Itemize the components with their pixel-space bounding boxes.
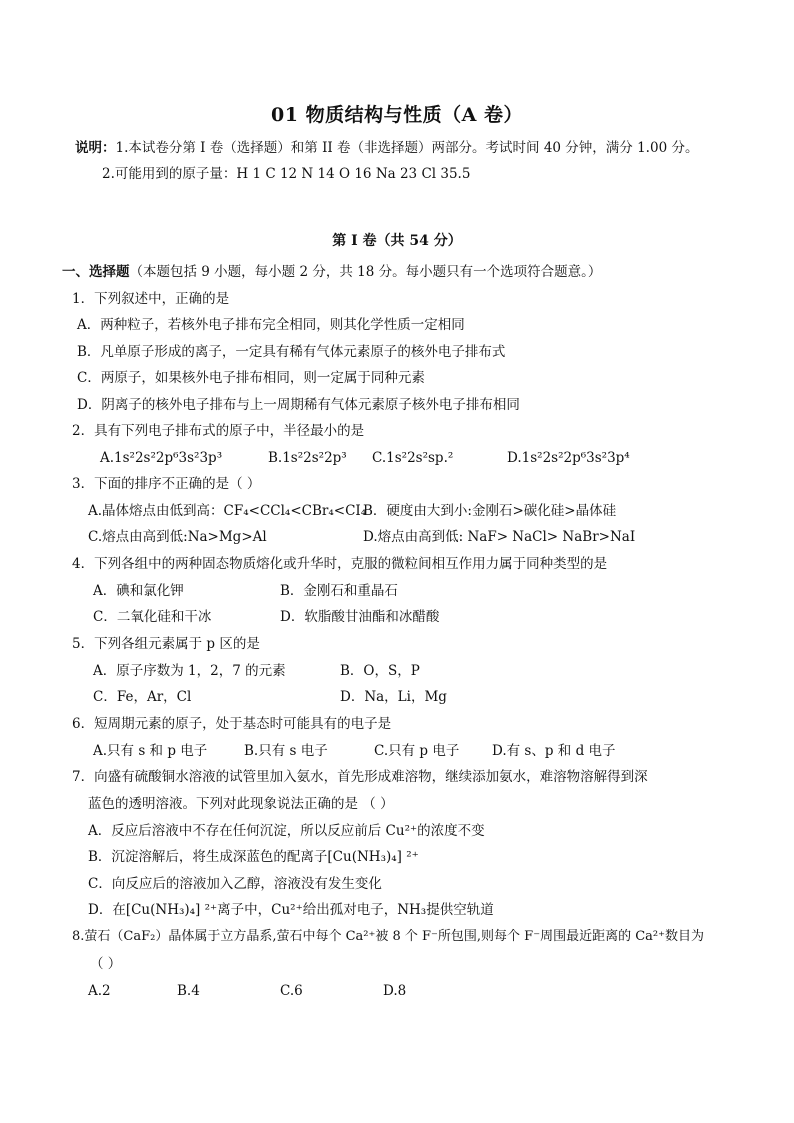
- question-8-option-d: D.8: [383, 983, 407, 999]
- question-2-stem: 2．具有下列电子排布式的原子中，半径最小的是: [72, 423, 365, 439]
- question-7-stem-line-2: 蓝色的透明溶液。下列对此现象说法正确的是 （ ）: [88, 796, 394, 812]
- question-8-stem-line-1: 8.萤石（CaF₂）晶体属于立方晶系,萤石中每个 Ca²⁺被 8 个 F⁻所包围,则每个 F⁻周围最近距离的 Ca²⁺数目为: [72, 929, 704, 944]
- question-7-option-d: D．在[Cu(NH₃)₄] ²⁺离子中，Cu²⁺给出孤对电子，NH₃提供空轨道: [88, 902, 494, 918]
- question-5-stem: 5．下列各组元素属于 p 区的是: [72, 636, 260, 652]
- part-heading-label: 一、选择题: [62, 264, 130, 280]
- question-5-option-d: D．Na，Li，Mg: [340, 689, 447, 705]
- question-6-option-b: B.只有 s 电子: [244, 743, 328, 759]
- question-8-option-b: B.4: [177, 983, 200, 999]
- question-5-option-b: B．O，S，P: [340, 663, 420, 679]
- question-2-option-a: A.1s²2s²2p⁶3s²3p³: [100, 450, 223, 466]
- question-2-option-d: D.1s²2s²2p⁶3s²3p⁴: [507, 450, 630, 466]
- question-1-option-a: A．两种粒子，若核外电子排布完全相同，则其化学性质一定相同: [77, 317, 465, 333]
- instructions-line-2: 2.可能用到的原子量：H 1 C 12 N 14 O 16 Na 23 Cl 35.5: [102, 166, 471, 182]
- part-heading-text: （本题包括 9 小题，每小题 2 分，共 18 分。每小题只有一个选项符合题意。）: [129, 264, 602, 280]
- question-2-option-b: B.1s²2s²2p³: [268, 450, 347, 466]
- question-3-option-d: D.熔点由高到低: NaF> NaCl> NaBr>NaI: [363, 529, 636, 545]
- question-1-stem: 1．下列叙述中，正确的是: [72, 291, 230, 307]
- part-heading: [62, 263, 601, 281]
- question-6-option-d: D.有 s、p 和 d 电子: [492, 743, 616, 759]
- question-4-stem: 4．下列各组中的两种固态物质熔化或升华时，克服的微粒间相互作用力属于同种类型的是: [72, 556, 608, 572]
- page-title: 01 物质结构与性质（A 卷）: [271, 104, 523, 126]
- question-1-option-b: B．凡单原子形成的离子，一定具有稀有气体元素原子的核外电子排布式: [77, 344, 506, 360]
- section-heading: 第 I 卷（共 54 分）: [332, 233, 462, 249]
- question-3-stem: 3．下面的排序不正确的是（ ）: [72, 476, 261, 492]
- question-8-option-a: A.2: [88, 983, 111, 999]
- instructions-text: 1.本试卷分第 I 卷（选择题）和第 II 卷（非选择题）两部分。考试时间 40 分钟，满分 1.00 分。: [115, 140, 699, 156]
- question-7-option-c: C．向反应后的溶液加入乙醇，溶液没有发生变化: [88, 876, 382, 892]
- question-6-option-a: A.只有 s 和 p 电子: [93, 743, 208, 759]
- question-7-stem-line-1: 7．向盛有硫酸铜水溶液的试管里加入氨水，首先形成难溶物，继续添加氨水，难溶物溶解得到深: [72, 769, 648, 785]
- question-4-option-a: A．碘和氯化钾: [93, 583, 184, 599]
- question-5-option-c: C．Fe，Ar，Cl: [93, 689, 192, 705]
- question-3-option-c: C.熔点由高到低:Na>Mg>Al: [88, 529, 267, 545]
- question-8-stem-line-2: （ ）: [90, 956, 122, 972]
- question-6-option-c: C.只有 p 电子: [374, 743, 460, 759]
- question-6-stem: 6．短周期元素的原子，处于基态时可能具有的电子是: [72, 716, 392, 732]
- question-5-option-a: A．原子序数为 1，2，7 的元素: [93, 663, 286, 679]
- question-1-option-c: C．两原子，如果核外电子排布相同，则一定属于同种元素: [77, 370, 425, 386]
- question-4-option-d: D．软脂酸甘油酯和冰醋酸: [280, 609, 440, 625]
- question-3-option-b: B．硬度由大到小:金刚石>碳化硅>晶体硅: [363, 503, 617, 519]
- question-4-option-b: B．金刚石和重晶石: [280, 583, 398, 599]
- question-1-option-d: D．阴离子的核外电子排布与上一周期稀有气体元素原子核外电子排布相同: [77, 397, 520, 413]
- question-8-option-c: C.6: [280, 983, 303, 999]
- question-7-option-b: B．沉淀溶解后，将生成深蓝色的配离子[Cu(NH₃)₄] ²⁺: [88, 849, 419, 865]
- question-2-option-c: C.1s²2s²sp.²: [372, 450, 454, 466]
- question-4-option-c: C．二氧化硅和干冰: [93, 609, 212, 625]
- instructions-label: 说明：: [75, 140, 116, 156]
- question-7-option-a: A．反应后溶液中不存在任何沉淀，所以反应前后 Cu²⁺的浓度不变: [88, 823, 485, 839]
- instructions-line-1: [75, 139, 698, 157]
- question-3-option-a: A.晶体熔点由低到高：CF₄<CCl₄<CBr₄<CI₄: [88, 503, 367, 519]
